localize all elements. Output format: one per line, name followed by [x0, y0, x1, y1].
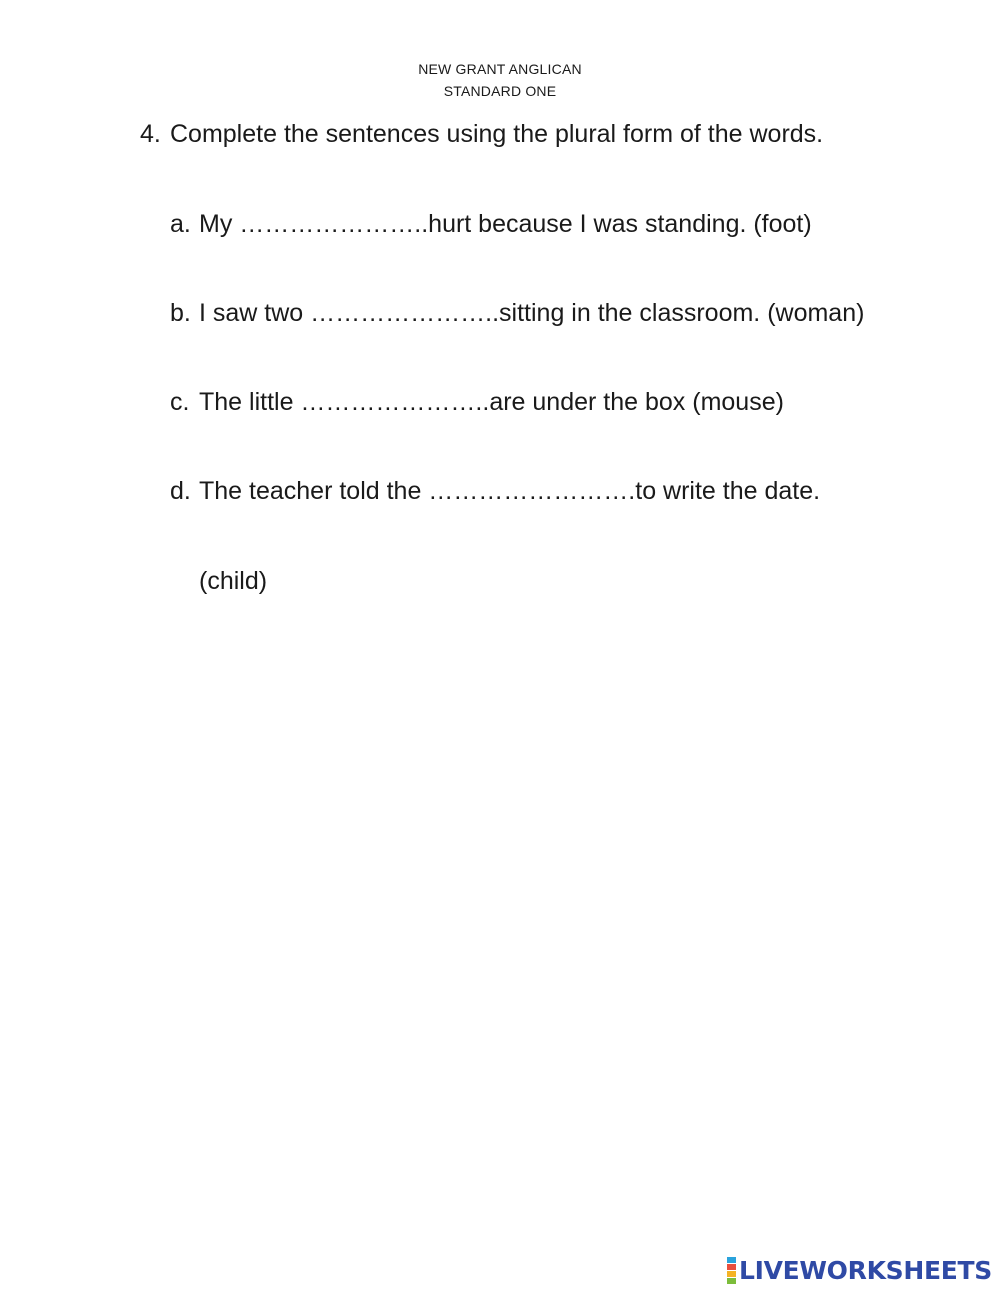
mark-block-1: [727, 1257, 736, 1263]
mark-block-4: [727, 1278, 736, 1284]
brand-name: LIVEWORKSHEETS: [738, 1255, 992, 1285]
item-letter: c.: [170, 388, 190, 416]
instruction-text: Complete the sentences using the plural form of the words.: [170, 120, 824, 148]
item-letter: a.: [170, 210, 191, 238]
class-level: STANDARD ONE: [443, 83, 557, 99]
mark-block-3: [727, 1271, 736, 1277]
item-letter: b.: [170, 299, 191, 327]
school-name: NEW GRANT ANGLICAN: [418, 61, 582, 77]
mark-block-2: [727, 1264, 736, 1270]
item-text: I saw two …………………..sitting in the classroom. (woman): [199, 299, 865, 327]
list-item: [170, 299, 864, 328]
question-instruction: [140, 120, 823, 149]
item-letter: d.: [170, 477, 191, 505]
question-number: 4.: [140, 120, 161, 148]
list-item: [170, 388, 784, 417]
item-text: The teacher told the …………………….to write the date.: [199, 477, 821, 505]
list-item: [170, 210, 812, 239]
item-text: The little …………………..are under the box (mouse): [199, 388, 784, 416]
list-item: [170, 477, 820, 506]
liveworksheets-logo: [727, 1254, 992, 1286]
liveworksheets-mark-icon: [727, 1257, 736, 1284]
item-d-hint: (child): [199, 567, 268, 595]
item-text: My …………………..hurt because I was standing. (foot): [199, 210, 812, 238]
